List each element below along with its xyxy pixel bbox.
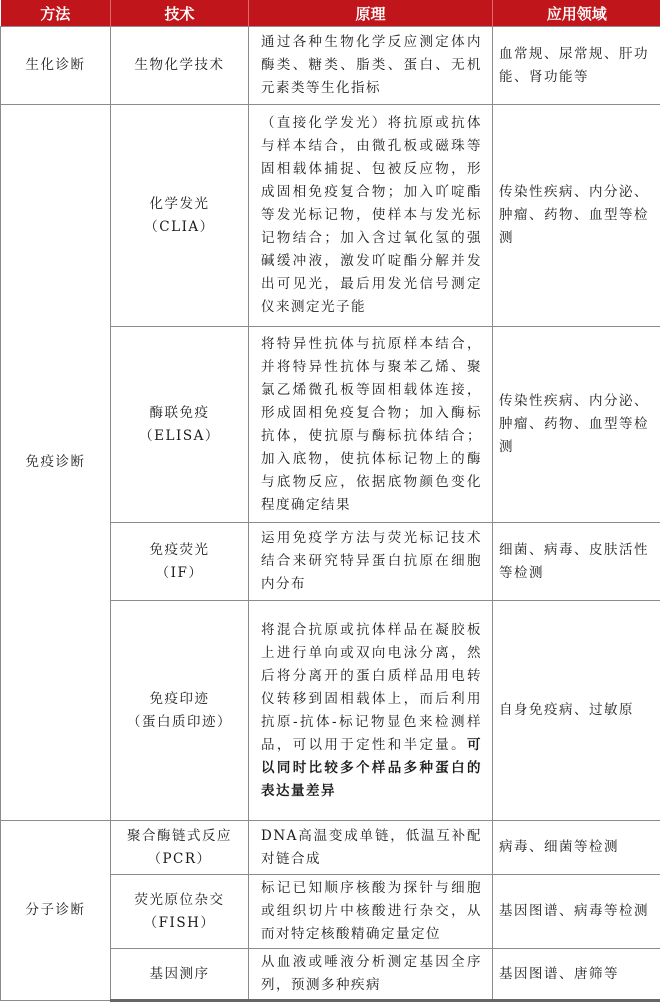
table-header-row bbox=[1, 0, 660, 27]
application-cell: 自身免疫病、过敏原 bbox=[493, 601, 660, 821]
technology-cell: 生物化学技术 bbox=[111, 27, 249, 105]
principle-cell bbox=[249, 601, 493, 821]
technology-name: 聚合酶链式反应 bbox=[115, 825, 244, 848]
principle-cell: （直接化学发光）将抗原或抗体与样本结合，由微孔板或磁珠等固相载体捕捉、包被反应物，形成固相免疫复合物；加入吖啶酯等发光标记物，使样本与发光标记物结合；加入含过氧化氢的强碱缓冲液，激发吖啶酯分解并发出可见光，最后用发光信号测定仪来测定光子能 bbox=[249, 105, 493, 327]
principle-cell: 运用免疫学方法与荧光标记技术结合来研究特异蛋白抗原在细胞内分布 bbox=[249, 523, 493, 601]
table-row bbox=[1, 821, 660, 875]
technology-name: 化学发光 bbox=[115, 193, 244, 216]
principle-cell: 将特异性抗体与抗原样本结合，并将特异性抗体与聚苯乙烯、聚氯乙烯微孔板等固相载体连接，形成固相免疫复合物；加入酶标抗体，使抗原与酶标抗体结合；加入底物，使抗体标记物上的酶与底物反应，依据底物颜色变化程度确定结果 bbox=[249, 327, 493, 523]
principle-highlight: 可以同时比较多个样品多种蛋白的表达量差异 bbox=[261, 737, 482, 799]
technology-cell bbox=[111, 105, 249, 327]
technology-abbr: （蛋白质印迹） bbox=[115, 711, 244, 734]
table-row bbox=[1, 27, 660, 105]
application-cell: 基因图谱、唐筛等 bbox=[493, 949, 660, 1001]
technology-abbr: （CLIA） bbox=[115, 216, 244, 239]
technology-name: 免疫印迹 bbox=[115, 688, 244, 711]
principle-text: 将混合抗原或抗体样品在凝胶板上进行单向或双向电泳分离，然后将分离开的蛋白质样品用电转仪转移到固相载体上，而后利用抗原-抗体-标记物显色来检测样品，可以用于定性和半定量。 bbox=[261, 622, 482, 753]
header-principle: 原理 bbox=[249, 0, 493, 27]
technology-abbr: （FISH） bbox=[115, 912, 244, 935]
technology-cell bbox=[111, 601, 249, 821]
technology-cell bbox=[111, 327, 249, 523]
application-cell: 传染性疾病、内分泌、肿瘤、药物、血型等检测 bbox=[493, 105, 660, 327]
application-cell: 病毒、细菌等检测 bbox=[493, 821, 660, 875]
technology-cell bbox=[111, 821, 249, 875]
header-application: 应用领域 bbox=[493, 0, 660, 27]
application-cell: 传染性疾病、内分泌、肿瘤、药物、血型等检测 bbox=[493, 327, 660, 523]
principle-cell: 标记已知顺序核酸为探针与细胞或组织切片中核酸进行杂交，从而对特定核酸精确定量定位 bbox=[249, 875, 493, 949]
header-method: 方法 bbox=[1, 0, 111, 27]
application-cell: 基因图谱、病毒等检测 bbox=[493, 875, 660, 949]
method-cell: 免疫诊断 bbox=[1, 105, 111, 821]
technology-cell: 基因测序 bbox=[111, 949, 249, 1001]
method-cell: 分子诊断 bbox=[1, 821, 111, 1001]
technology-abbr: （PCR） bbox=[115, 848, 244, 871]
technology-abbr: （ELISA） bbox=[115, 425, 244, 448]
method-cell: 生化诊断 bbox=[1, 27, 111, 105]
technology-name: 免疫荧光 bbox=[115, 539, 244, 562]
header-technology: 技术 bbox=[111, 0, 249, 27]
principle-cell: DNA高温变成单链，低温互补配对链合成 bbox=[249, 821, 493, 875]
technology-cell bbox=[111, 875, 249, 949]
principle-cell: 从血液或唾液分析测定基因全序列，预测多种疾病 bbox=[249, 949, 493, 1001]
principle-cell: 通过各种生物化学反应测定体内酶类、糖类、脂类、蛋白、无机元素类等生化指标 bbox=[249, 27, 493, 105]
application-cell: 细菌、病毒、皮肤活性等检测 bbox=[493, 523, 660, 601]
technology-name: 荧光原位杂交 bbox=[115, 889, 244, 912]
technology-abbr: （IF） bbox=[115, 562, 244, 585]
technology-name: 酶联免疫 bbox=[115, 402, 244, 425]
table-row bbox=[1, 105, 660, 327]
application-cell: 血常规、尿常规、肝功能、肾功能等 bbox=[493, 27, 660, 105]
technology-cell bbox=[111, 523, 249, 601]
